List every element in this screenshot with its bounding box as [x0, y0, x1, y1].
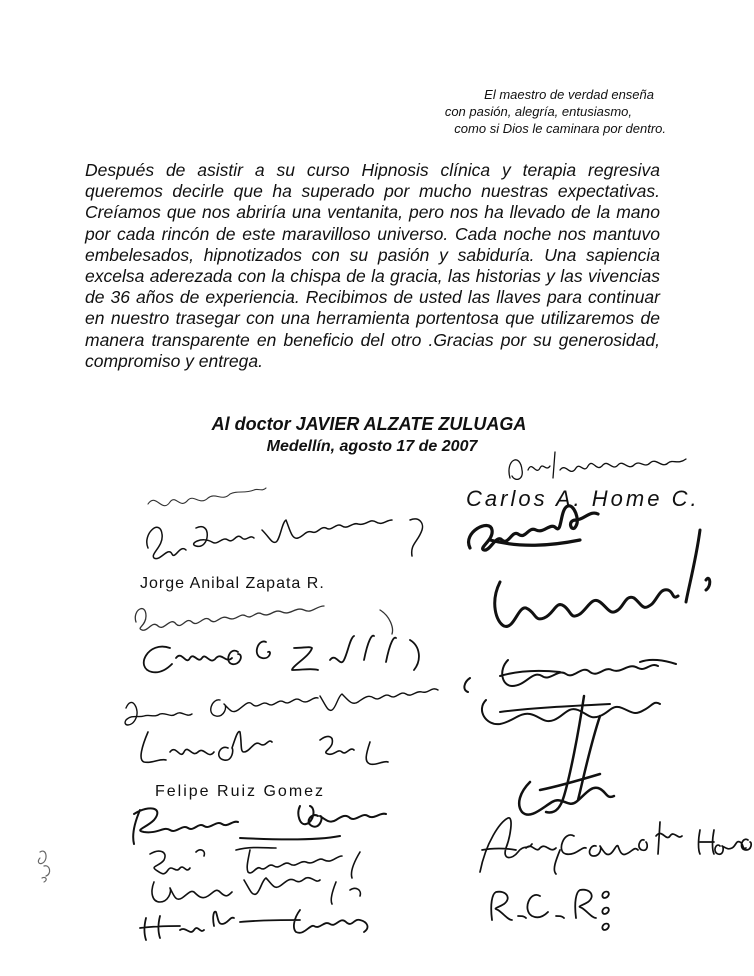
signature-yessira [152, 878, 360, 904]
epigraph-line-1: El maestro de verdad enseña [484, 87, 654, 102]
signature-ana-juliana [509, 452, 686, 479]
printed-signature-felipe: Felipe Ruiz Gomez [155, 783, 326, 800]
signature-luis-dario [147, 519, 423, 559]
signature-vertical-scrawl [519, 696, 614, 815]
signature-luz-maria [135, 606, 392, 634]
signature-thick-scrawl-right [469, 506, 598, 550]
epigraph-line-2: con pasión, alegría, entusiasmo, [444, 104, 632, 119]
printed-signature-jorge: Jorge Anibal Zapata R. [140, 575, 325, 592]
signature-carlos-e [144, 636, 419, 673]
signature-rocio [150, 848, 360, 879]
signature-rcr [491, 890, 609, 930]
signature-lucia-adela [141, 732, 388, 765]
printed-signature-carlos: Carlos A. Home C. [466, 486, 700, 511]
letter-body: Después de asistir a su curso Hipnosis clínica y terapia regresiva queremos decirle que ha superado por mucho nuestras expectativas. Creíamos que nos abriría una ventanita, pero nos ha llevado de la mano por cada rincón de este maravilloso universo. Cada noche nos mantuvo embelesados, hipnotizados con su pasión y sabiduría. Una sapiencia excelsa aderezada con la chispa de la gracia, las historias y las vivencias de 36 años de experiencia. Recibimos de usted las llaves para continuar en nuestro trasegar con una herramienta portentosa que utilizaremos de manera transparente en beneficio del otro .Gracias por su generosidad, compromiso y entrega. [85, 160, 660, 371]
addressee-name: Al doctor JAVIER ALZATE ZULUAGA [211, 414, 527, 434]
signature-faint-top-left [148, 488, 266, 506]
signature-bottom-left [140, 910, 367, 940]
signature-belalcazar [464, 660, 676, 724]
margin-initials-mark [38, 851, 49, 882]
signature-ana-carolina [480, 818, 751, 874]
place-date: Medellín, agosto 17 de 2007 [266, 438, 478, 455]
signature-beatriz [133, 806, 386, 844]
signature-juan-agustin [125, 689, 438, 725]
epigraph-line-3: como si Dios le caminara por dentro. [454, 121, 666, 136]
